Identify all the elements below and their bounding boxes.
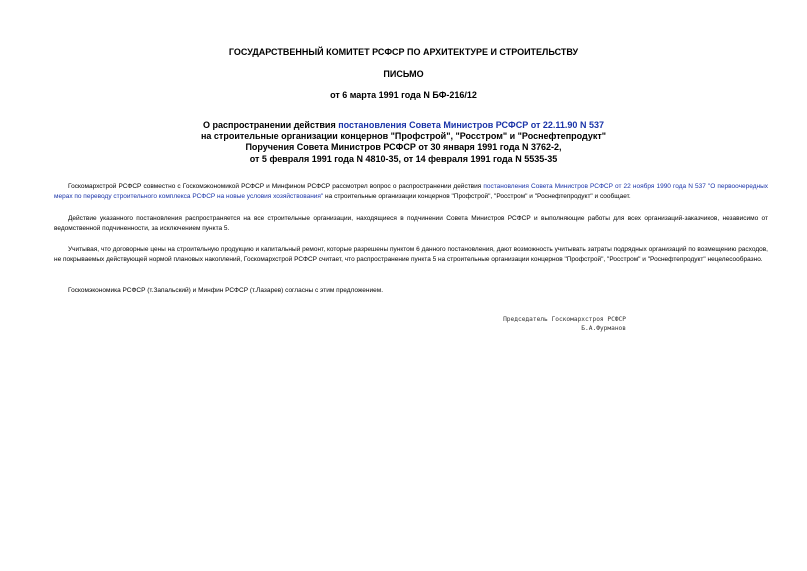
committee-heading: ГОСУДАРСТВЕННЫЙ КОМИТЕТ РСФСР ПО АРХИТЕКТУРЕ И СТРОИТЕЛЬСТВУ [228, 47, 579, 57]
signature-position: Председатель Госкомархстроя РСФСР [503, 316, 626, 323]
title-line-1-prefix: О распространении действия [203, 120, 339, 130]
resolution-full-link[interactable]: постановления Совета Министров РСФСР от 22 ноября 1990 года N 537 "О первоочередных мерах по переводу строительного комплекса РСФСР на новые условия хозяйствования" [54, 183, 768, 200]
document-date-number: от 6 марта 1991 года N БФ-216/12 [330, 90, 477, 100]
resolution-link[interactable]: постановления Совета Министров РСФСР от 22.11.90 N 537 [338, 120, 604, 130]
paragraph-1-suffix: на строительные организации концернов "Профстрой", "Росстром" и "Роснефтепродукт" и сообщает. [323, 193, 631, 200]
paragraph-3: Учитывая, что договорные цены на строительную продукцию и капитальный ремонт, которые разрешены пунктом 6 данного постановления, дают возможность учитывать затраты подрядных организаций по возмещению расходов, не покрываемых действующей нормой плановых накоплений, Госкомархстрой РСФСР считает, что распространение пункта 5 на строительные организации концернов "Профстрой", "Росстром" и "Роснефтепродукт" нецелесообразно. [54, 246, 768, 263]
document-title [0, 120, 807, 165]
paragraph-1 [54, 182, 768, 202]
paragraph-2: Действие указанного постановления распространяется на все строительные организации, находящиеся в подчинении Совета Министров РСФСР и выполняющие работы для всех организаций-заказчиков, независимо от ведомственной подчиненности, за исключением пункта 5. [54, 215, 768, 232]
paragraph-1-prefix: Госкомархстрой РСФСР совместно с Госкомэкономикой РСФСР и Минфином РСФСР рассмотрел вопрос о распространении действия [68, 183, 484, 190]
title-line-1 [0, 120, 807, 131]
title-line-4: от 5 февраля 1991 года N 4810-35, от 14 февраля 1991 года N 5535-35 [249, 153, 558, 164]
title-line-2: на строительные организации концернов "Профстрой", "Росстром" и "Роснефтепродукт" [200, 131, 607, 142]
paragraph-4: Госкомэкономика РСФСР (т.Запальский) и Минфин РСФСР (т.Лазарев) согласны с этим предложением. [68, 287, 383, 294]
signature-name: Б.А.Фурманов [581, 325, 626, 332]
document-type: ПИСЬМО [383, 69, 424, 79]
title-line-3: Поручения Совета Министров РСФСР от 30 января 1991 года N 3762-2, [245, 142, 562, 153]
